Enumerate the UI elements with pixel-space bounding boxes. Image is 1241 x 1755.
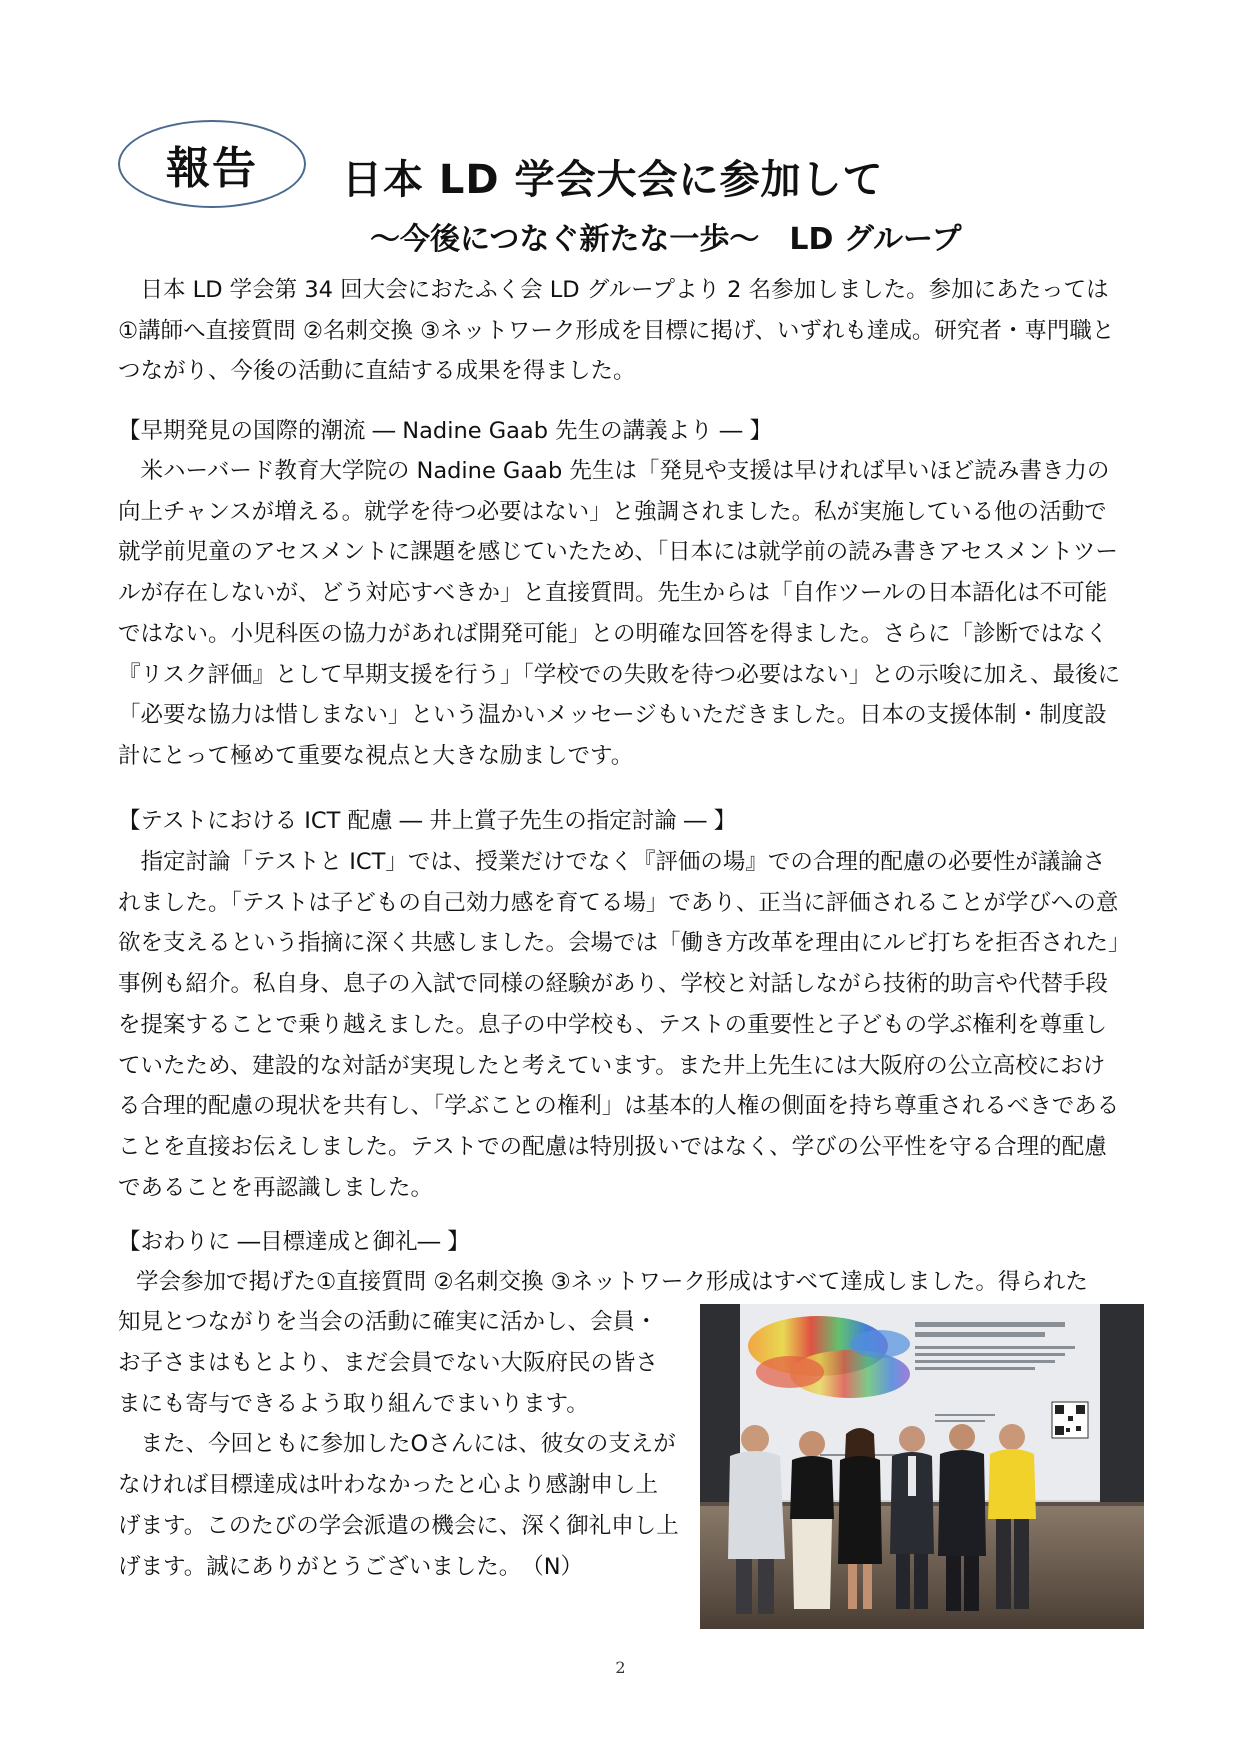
page-subtitle: ～今後につなぐ新たな一歩～ LD グループ bbox=[370, 222, 962, 257]
page-number: 2 bbox=[615, 1658, 626, 1677]
section2-body bbox=[118, 842, 1126, 1208]
section3-para1: 知見とつながりを当会の活動に確実に活かし、会員・お子さまはもとより、まだ会員でない大阪府民の皆さまにも寄与できるよう取り組んでまいります。 bbox=[118, 1309, 659, 1417]
section3-first-line: 学会参加で掲げた①直接質問 ②名刺交換 ③ネットワーク形成はすべて達成しました。得られた bbox=[136, 1269, 1088, 1295]
section1-heading: 【早期発見の国際的潮流 ― Nadine Gaab 先生の講義より ― 】 bbox=[118, 418, 772, 444]
section3-heading: 【おわりに ―目標達成と御礼― 】 bbox=[118, 1229, 470, 1255]
conference-photo-illustration bbox=[700, 1304, 1144, 1629]
qr-code-icon bbox=[1052, 1402, 1088, 1438]
section3-body bbox=[118, 1302, 680, 1588]
section2-text: 指定討論「テストと ICT」では、授業だけでなく『評価の場』での合理的配慮の必要性が議論されました。「テストは子どもの自己効力感を育てる場」であり、正当に評価されることが学びへの意欲を支えるという指摘に深く共感しました。会場では「働き方改革を理由にルビ打ちを拒否された」事例も紹介。私自身、息子の入試で同様の経験があり、学校と対話しながら技術的助言や代替手段を提案することで乗り越えました。息子の中学校も、テストの重要性と子どもの学ぶ権利を尊重していたため、建設的な対話が実現したと考えています。また井上先生には大阪府の公立高校における合理的配慮の現状を共有し、「学ぶことの権利」は基本的人権の側面を持ち尊重されるべきであることを直接お伝えしました。テストでの配慮は特別扱いではなく、学びの公平性を守る合理的配慮であることを再認識しました。 bbox=[118, 849, 1120, 1201]
section2-heading: 【テストにおける ICT 配慮 ― 井上賞子先生の指定討論 ― 】 bbox=[118, 808, 737, 834]
section3-para2: また、今回ともに参加したOさんには、彼女の支えがなければ目標達成は叶わなかったと心より感謝申し上げます。このたびの学会派遣の機会に、深く御礼申し上げます。誠にありがとうございました。 （N） bbox=[118, 1431, 679, 1580]
page-title: 日本 LD 学会大会に参加して bbox=[342, 157, 884, 203]
section1-body bbox=[118, 451, 1126, 777]
report-badge bbox=[118, 120, 306, 208]
badge-label: 報告 bbox=[166, 143, 258, 194]
intro-text: 日本 LD 学会第 34 回大会におたふく会 LD グループより 2 名参加しました。参加にあたっては①講師へ直接質問 ②名刺交換 ③ネットワーク形成を目標に掲げ、いずれも達成。研究者・専門職とつながり、今後の活動に直結する成果を得ました。 bbox=[118, 277, 1115, 385]
section1-text: 米ハーバード教育大学院の Nadine Gaab 先生は「発見や支援は早ければ早いほど読み書き力の向上チャンスが増える。就学を待つ必要はない」と強調されました。私が実施している他の活動で就学前児童のアセスメントに課題を感じていたため、「日本には就学前の読み書きアセスメントツールが存在しないが、どう対応すべきか」と直接質問。先生からは「自作ツールの日本語化は不可能ではない。小児科医の協力があれば開発可能」との明確な回答を得ました。さらに「診断ではなく『リスク評価』として早期支援を行う」「学校での失敗を待つ必要はない」との示唆に加え、最後に「必要な協力は惜しまない」という温かいメッセージもいただきました。日本の支援体制・制度設計にとって極めて重要な視点と大きな励ましです。 bbox=[118, 458, 1121, 769]
intro-paragraph bbox=[118, 270, 1126, 392]
conference-photo bbox=[700, 1304, 1144, 1629]
